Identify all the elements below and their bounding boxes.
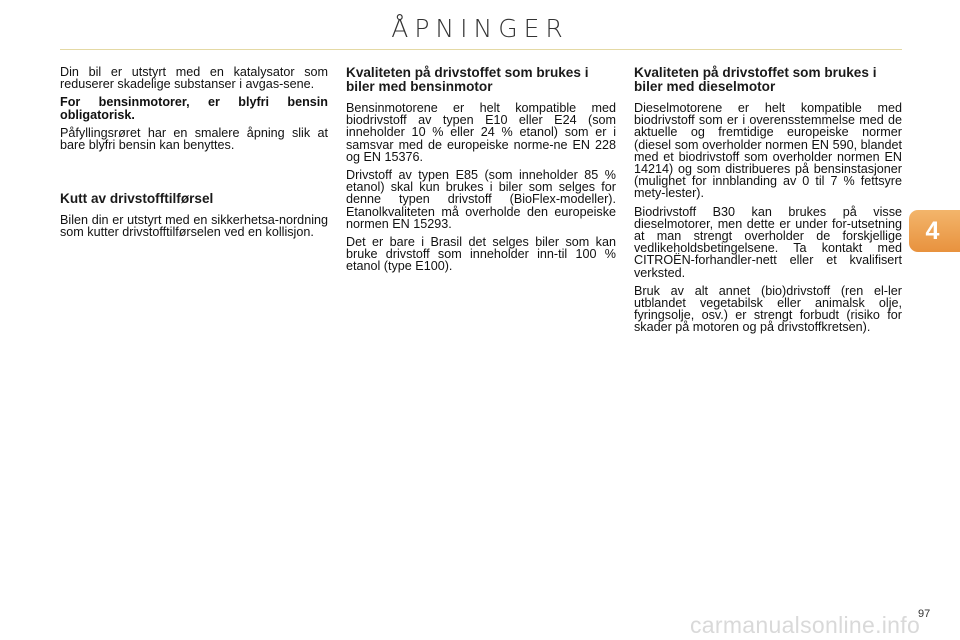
fuel-cutoff-heading: Kutt av drivstofftilførsel xyxy=(60,191,214,207)
title-divider xyxy=(60,49,902,50)
diesel-compat-paragraph: Dieselmotorene er helt kompatible med biodrivstoff som er i overensstemmelse med de aktuelle og fremtidige europeiske normer (diesel som overholder normen EN 590, blandet med et biodrivstoff som overholder normen EN 14214) og som distribueres på bensinstasjoner (mulighet for innblanding av 0 til 7 % fettsyre mety-lester). xyxy=(634,101,902,201)
chapter-tab[interactable] xyxy=(909,210,960,252)
chapter-number: 4 xyxy=(925,216,940,245)
petrol-compat-paragraph: Bensinmotorene er helt kompatible med biodrivstoff av typen E10 eller E24 (som inneholder 10 % eller 24 % etanol) som er i samsvar med de europeiske norme-ne EN 228 og EN 15376. xyxy=(346,101,616,164)
petrol-quality-heading: Kvaliteten på drivstoffet som brukes i biler med bensinmotor xyxy=(346,65,589,94)
diesel-quality-heading: Kvaliteten på drivstoffet som brukes i biler med dieselmotor xyxy=(634,65,877,94)
other-fuel-paragraph: Bruk av alt annet (bio)drivstoff (ren el-ler utblandet vegetabilsk eller animalsk olje, fyringsolje, osv.) er strengt forbudt (risiko for skader på motoren og på drivstoffkretsen). xyxy=(634,283,902,335)
e85-paragraph: Drivstoff av typen E85 (som inneholder 85 % etanol) skal kun brukes i biler som selges for denne typen drivstoff (BioFlex-modeller). Etanolkvaliteten må overholde den europeiske normen EN 15293. xyxy=(346,168,616,231)
b30-paragraph: Biodrivstoff B30 kan brukes på visse dieselmotorer, men dette er under for-utsetning at man strengt overholder de forskjellige vedlikeholdsbetingelsene. Ta kontakt med CITROËN-forhandler-nett eller et kvalifisert verksted. xyxy=(634,204,902,280)
filler-pipe-paragraph: Påfyllingsrøret har en smalere åpning slik at bare blyfri bensin kan benyttes. xyxy=(60,125,328,153)
unleaded-notice: For bensinmotorer, er blyfri bensin obligatorisk. xyxy=(60,95,328,122)
intro-paragraph: Din bil er utstyrt med en katalysator som reduserer skadelige substanser i avgas-sene. xyxy=(60,65,328,92)
page-number: 97 xyxy=(918,608,931,620)
column-left xyxy=(60,66,328,245)
watermark: carmanualsonline.info xyxy=(690,612,921,638)
page-title: ÅPNINGER xyxy=(391,14,569,43)
column-right xyxy=(634,66,902,340)
fuel-cutoff-paragraph: Bilen din er utstyrt med en sikkerhetsa-nordning som kutter drivstofftilførselen ved en kollisjon. xyxy=(60,213,328,240)
e100-paragraph: Det er bare i Brasil det selges biler som kan bruke drivstoff som inneholder inn-til 100 % etanol (type E100). xyxy=(346,235,616,274)
column-middle xyxy=(346,66,616,279)
